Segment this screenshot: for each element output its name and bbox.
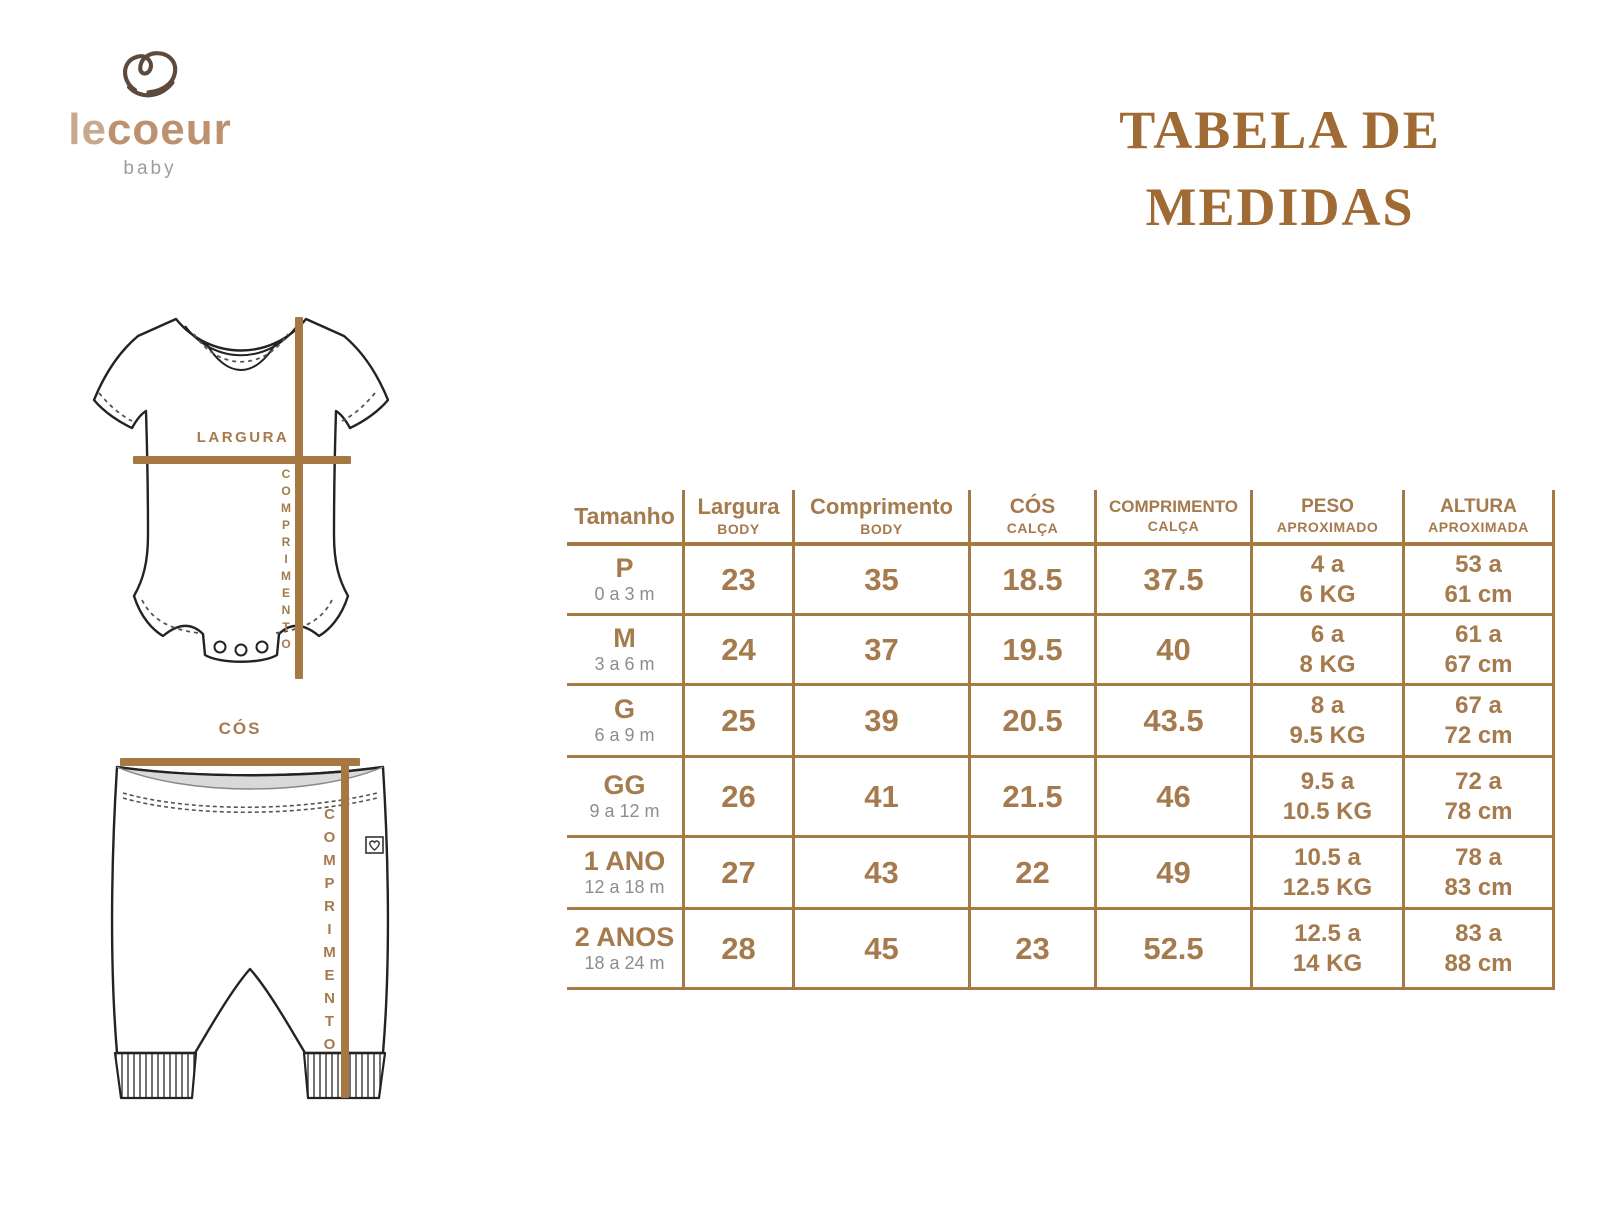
brand-name-coeur: coeur (106, 105, 232, 154)
table-cell: 53 a 61 cm (1402, 546, 1552, 616)
table-cell: 72 a 78 cm (1402, 758, 1552, 838)
table-row-size-cell: GG 9 a 12 m (567, 758, 682, 838)
header-cos-calca: CÓS CALÇA (968, 490, 1094, 546)
header-comprimento-calca: COMPRIMENTO CALÇA (1094, 490, 1250, 546)
table-cell: 21.5 (968, 758, 1094, 838)
table-cell: 8 a 9.5 KG (1250, 686, 1402, 758)
table-cell: 37.5 (1094, 546, 1250, 616)
header-altura: ALTURA APROXIMADA (1402, 490, 1552, 546)
garment-tag-heart-icon (366, 837, 383, 853)
table-cell: 9.5 a 10.5 KG (1250, 758, 1402, 838)
table-cell: 12.5 a 14 KG (1250, 910, 1402, 990)
table-cell: 52.5 (1094, 910, 1250, 990)
table-cell: 26 (682, 758, 792, 838)
table-row-size-cell: 1 ANO 12 a 18 m (567, 838, 682, 910)
table-cell: 19.5 (968, 616, 1094, 686)
table-row-size-cell: 2 ANOS 18 a 24 m (567, 910, 682, 990)
table-cell: 28 (682, 910, 792, 990)
table-cell: 67 a 72 cm (1402, 686, 1552, 758)
table-cell: 45 (792, 910, 968, 990)
table-row-size-cell: M 3 a 6 m (567, 616, 682, 686)
bodysuit-width-label: LARGURA (196, 429, 290, 446)
table-cell: 46 (1094, 758, 1250, 838)
page-title-line2: MEDIDAS (1145, 176, 1415, 237)
table-cell: 43 (792, 838, 968, 910)
header-peso: PESO APROXIMADO (1250, 490, 1402, 546)
table-row-size-cell: G 6 a 9 m (567, 686, 682, 758)
pants-length-label: COMPRIMENTO (321, 806, 338, 1059)
header-largura-body: Largura BODY (682, 490, 792, 546)
pants-waist-line (120, 758, 360, 766)
table-cell: 27 (682, 838, 792, 910)
measurements-table (567, 490, 1555, 990)
table-cell: 22 (968, 838, 1094, 910)
table-cell: 6 a 8 KG (1250, 616, 1402, 686)
pants-length-line (341, 760, 349, 1098)
table-cell: 49 (1094, 838, 1250, 910)
page-title (1030, 92, 1530, 245)
table-cell: 83 a 88 cm (1402, 910, 1552, 990)
table-cell: 23 (968, 910, 1094, 990)
heart-logo-icon (117, 46, 183, 104)
pants-diagram (95, 737, 405, 1107)
pants-waist-label: CÓS (218, 719, 262, 738)
bodysuit-diagram (72, 303, 402, 681)
brand-name-le: le (68, 105, 107, 154)
header-comprimento-body: Comprimento BODY (792, 490, 968, 546)
table-cell: 37 (792, 616, 968, 686)
table-cell: 4 a 6 KG (1250, 546, 1402, 616)
table-cell: 23 (682, 546, 792, 616)
table-cell: 18.5 (968, 546, 1094, 616)
table-row-size-cell: P 0 a 3 m (567, 546, 682, 616)
header-tamanho: Tamanho (567, 490, 682, 546)
bodysuit-length-line (295, 317, 303, 679)
table-cell: 35 (792, 546, 968, 616)
table-cell: 43.5 (1094, 686, 1250, 758)
table-cell: 61 a 67 cm (1402, 616, 1552, 686)
table-cell: 10.5 a 12.5 KG (1250, 838, 1402, 910)
brand-tagline: baby (123, 158, 177, 179)
table-cell: 20.5 (968, 686, 1094, 758)
table-cell: 41 (792, 758, 968, 838)
table-cell: 40 (1094, 616, 1250, 686)
bodysuit-length-label: COMPRIMENTO (279, 467, 293, 654)
table-cell: 24 (682, 616, 792, 686)
table-cell: 25 (682, 686, 792, 758)
page-title-line1: TABELA DE (1119, 100, 1441, 160)
table-cell: 78 a 83 cm (1402, 838, 1552, 910)
table-cell: 39 (792, 686, 968, 758)
brand-logo (40, 46, 260, 180)
bodysuit-width-line (133, 456, 351, 464)
brand-name (40, 105, 260, 154)
